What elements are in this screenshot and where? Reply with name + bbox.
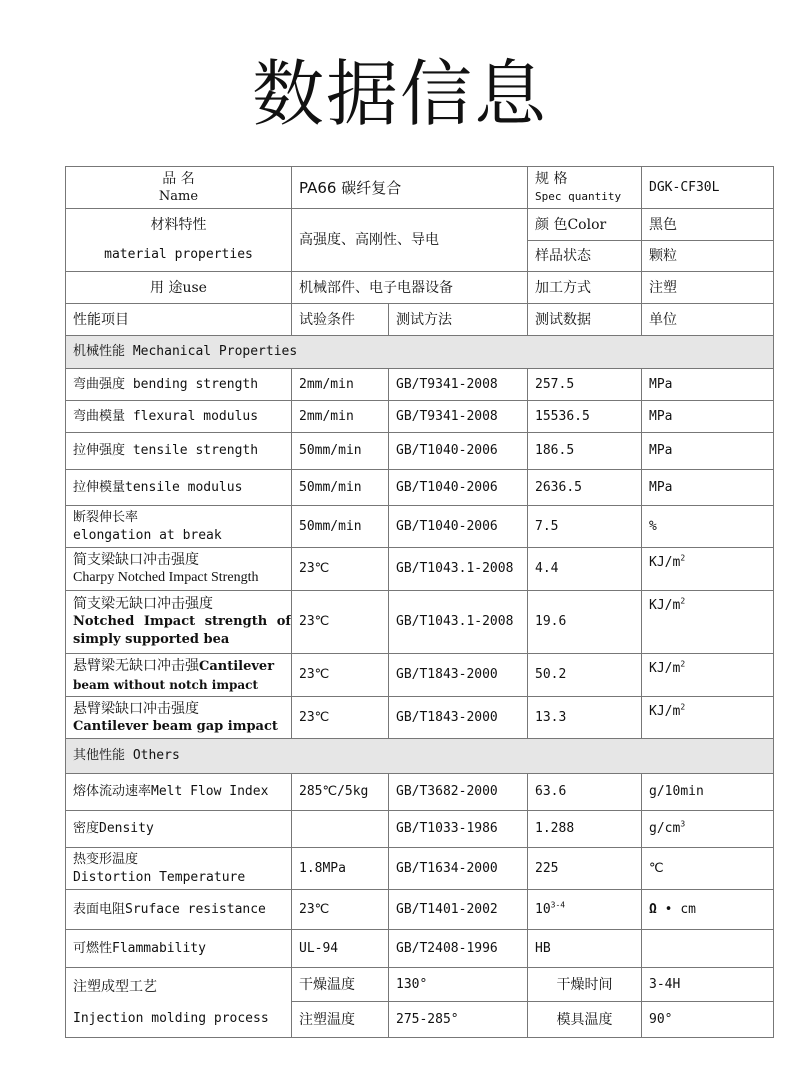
item: 表面电阻Sruface resistance: [66, 890, 292, 930]
condition: 2mm/min: [292, 401, 389, 433]
condition: 23℃: [292, 591, 389, 654]
condition: 50mm/min: [292, 433, 389, 470]
condition: 23℃: [292, 548, 389, 591]
method: GB/T1634-2000: [389, 848, 528, 890]
data: 225: [528, 848, 642, 890]
condition: 50mm/min: [292, 470, 389, 506]
spec-table: [65, 166, 774, 1038]
molding-row-1: [66, 968, 774, 1002]
material-label-cn: 材料特性: [150, 217, 207, 233]
data: 4.4: [528, 548, 642, 591]
unit-base: g/cm: [649, 821, 681, 836]
unit: MPa: [642, 369, 774, 401]
item-en: beam without notch impact: [73, 677, 259, 692]
omega-symbol: Ω: [649, 901, 657, 917]
item-en: flexural modulus: [132, 408, 259, 424]
column-header-row: [66, 304, 774, 336]
name-row: [66, 167, 774, 209]
process-value: 注塑: [642, 272, 774, 304]
unit: [642, 697, 774, 739]
condition: UL-94: [292, 930, 389, 968]
unit: [642, 548, 774, 591]
mold-temp-label: 模具温度: [528, 1002, 642, 1038]
unit: [642, 890, 774, 930]
method: GB/T3682-2000: [389, 774, 528, 811]
condition: 23℃: [292, 890, 389, 930]
data: 13.3: [528, 697, 642, 739]
item-cn: 悬臂梁无缺口冲击强: [73, 657, 199, 674]
method: GB/T1040-2006: [389, 470, 528, 506]
use-label: 用 途use: [66, 272, 292, 304]
molding-label-cn: 注塑成型工艺: [73, 978, 157, 995]
method: GB/T9341-2008: [389, 401, 528, 433]
method: GB/T1843-2000: [389, 697, 528, 739]
condition: 50mm/min: [292, 506, 389, 548]
data: 63.6: [528, 774, 642, 811]
molding-label-en: Injection molding process: [73, 1010, 269, 1026]
table-row: [66, 591, 774, 654]
dry-time-label: 干燥时间: [528, 968, 642, 1002]
data-sup: 3-4: [550, 900, 566, 910]
col-item: 性能项目: [66, 304, 292, 336]
dry-temp-label: 干燥温度: [292, 968, 389, 1002]
unit: MPa: [642, 401, 774, 433]
data: 7.5: [528, 506, 642, 548]
method: GB/T1040-2006: [389, 433, 528, 470]
spec-value: DGK-CF30L: [642, 167, 774, 209]
unit-rest: • cm: [656, 901, 696, 917]
method: GB/T1043.1-2008: [389, 548, 528, 591]
unit-sup: 3: [680, 819, 686, 829]
item-cn: 拉伸强度: [73, 443, 126, 458]
material-value: 高强度、高刚性、导电: [292, 209, 528, 272]
unit-sup: 2: [680, 596, 686, 606]
item-cn: 简支梁无缺口冲击强度: [73, 596, 213, 612]
unit: g/10min: [642, 774, 774, 811]
item: 密度Density: [66, 811, 292, 848]
method: GB/T1843-2000: [389, 654, 528, 697]
col-method: 测试方法: [389, 304, 528, 336]
method: GB/T1401-2002: [389, 890, 528, 930]
item-cn: 断裂伸长率: [73, 509, 139, 525]
method: GB/T1040-2006: [389, 506, 528, 548]
item-en: Notched Impact strength of simply supported bea: [73, 614, 291, 647]
page-title: 数据信息: [251, 52, 548, 136]
data: 15536.5: [528, 401, 642, 433]
unit: [642, 930, 774, 968]
item-cn: 弯曲模量: [73, 408, 126, 424]
use-value: 机械部件、电子电器设备: [292, 272, 528, 304]
data: 19.6: [528, 591, 642, 654]
item-en: Cantilever beam gap impact: [73, 718, 278, 734]
condition: 23℃: [292, 697, 389, 739]
unit-base: KJ/m: [649, 704, 681, 719]
item-en: bending strength: [132, 376, 259, 392]
process-label: 加工方式: [528, 272, 642, 304]
molding-label-cell: [66, 968, 292, 1038]
method: GB/T1033-1986: [389, 811, 528, 848]
table-row: [66, 548, 774, 591]
section-others-label: 其他性能 Others: [66, 739, 774, 774]
name-label-cn: 品 名: [162, 170, 195, 187]
table-row: [66, 654, 774, 697]
data: 186.5: [528, 433, 642, 470]
unit: MPa: [642, 470, 774, 506]
color-label: 颜 色Color: [528, 209, 642, 241]
item-en: tensile strength: [132, 443, 259, 458]
table-row: [66, 774, 774, 811]
dry-temp-value: 130°: [389, 968, 528, 1002]
unit: [642, 654, 774, 697]
table-row: [66, 506, 774, 548]
use-row: [66, 272, 774, 304]
condition: 2mm/min: [292, 369, 389, 401]
method: GB/T2408-1996: [389, 930, 528, 968]
condition: 1.8MPa: [292, 848, 389, 890]
unit: %: [642, 506, 774, 548]
item-en: Charpy Notched Impact Strength: [73, 570, 259, 585]
section-others: [66, 739, 774, 774]
item-cn: 弯曲强度: [73, 376, 126, 392]
unit-sup: 2: [680, 659, 686, 669]
mold-temp-value: 90°: [642, 1002, 774, 1038]
unit: [642, 811, 774, 848]
material-row: [66, 209, 774, 241]
data: [528, 890, 642, 930]
table-row: [66, 697, 774, 739]
data: 50.2: [528, 654, 642, 697]
condition: 23℃: [292, 654, 389, 697]
item-en: tensile modulus: [125, 479, 243, 495]
item: 可燃性Flammability: [66, 930, 292, 968]
item-cn: 悬臂梁缺口冲击强度: [73, 700, 199, 717]
data-base: 10: [535, 901, 551, 917]
item-en: elongation at break: [73, 527, 222, 543]
spec-label-en: Spec quantity: [535, 189, 622, 203]
data: 257.5: [528, 369, 642, 401]
unit-base: KJ/m: [649, 661, 681, 676]
name-label-en: Name: [158, 188, 199, 204]
item-cn: 简支梁缺口冲击强度: [73, 552, 199, 568]
col-unit: 单位: [642, 304, 774, 336]
spec-label-cell: [528, 167, 642, 209]
item-cn: 拉伸模量: [73, 479, 126, 495]
condition: 285℃/5kg: [292, 774, 389, 811]
method: GB/T1043.1-2008: [389, 591, 528, 654]
unit-sup: 2: [680, 702, 686, 712]
section-mechanical: [66, 336, 774, 369]
material-label-en: material properties: [104, 247, 253, 262]
table-row: [66, 470, 774, 506]
item-cn: 热变形温度: [73, 851, 139, 867]
sample-value: 颗粒: [642, 241, 774, 272]
inj-temp-label: 注塑温度: [292, 1002, 389, 1038]
inj-temp-value: 275-285°: [389, 1002, 528, 1038]
item-en: Distortion Temperature: [73, 869, 246, 885]
data: HB: [528, 930, 642, 968]
material-label-cell: [66, 209, 292, 272]
table-row: [66, 433, 774, 470]
name-value: PA66 碳纤复合: [292, 167, 528, 209]
item-cn-suffix: Cantilever: [199, 658, 275, 674]
section-mechanical-label: 机械性能 Mechanical Properties: [66, 336, 774, 369]
unit-base: KJ/m: [649, 555, 681, 570]
table-row: [66, 890, 774, 930]
sample-label: 样品状态: [528, 241, 642, 272]
unit-base: KJ/m: [649, 598, 681, 613]
col-data: 测试数据: [528, 304, 642, 336]
name-label-cell: [66, 167, 292, 209]
condition: [292, 811, 389, 848]
table-row: [66, 401, 774, 433]
unit: MPa: [642, 433, 774, 470]
spec-label-cn: 规 格: [535, 170, 568, 187]
data: 2636.5: [528, 470, 642, 506]
color-value: 黑色: [642, 209, 774, 241]
col-condition: 试验条件: [292, 304, 389, 336]
unit: [642, 591, 774, 654]
table-row: [66, 930, 774, 968]
table-row: [66, 811, 774, 848]
table-row: [66, 848, 774, 890]
dry-time-value: 3-4H: [642, 968, 774, 1002]
unit-sup: 2: [680, 553, 686, 563]
unit: ℃: [642, 848, 774, 890]
method: GB/T9341-2008: [389, 369, 528, 401]
item: 熔体流动速率Melt Flow Index: [66, 774, 292, 811]
data: 1.288: [528, 811, 642, 848]
table-row: [66, 369, 774, 401]
